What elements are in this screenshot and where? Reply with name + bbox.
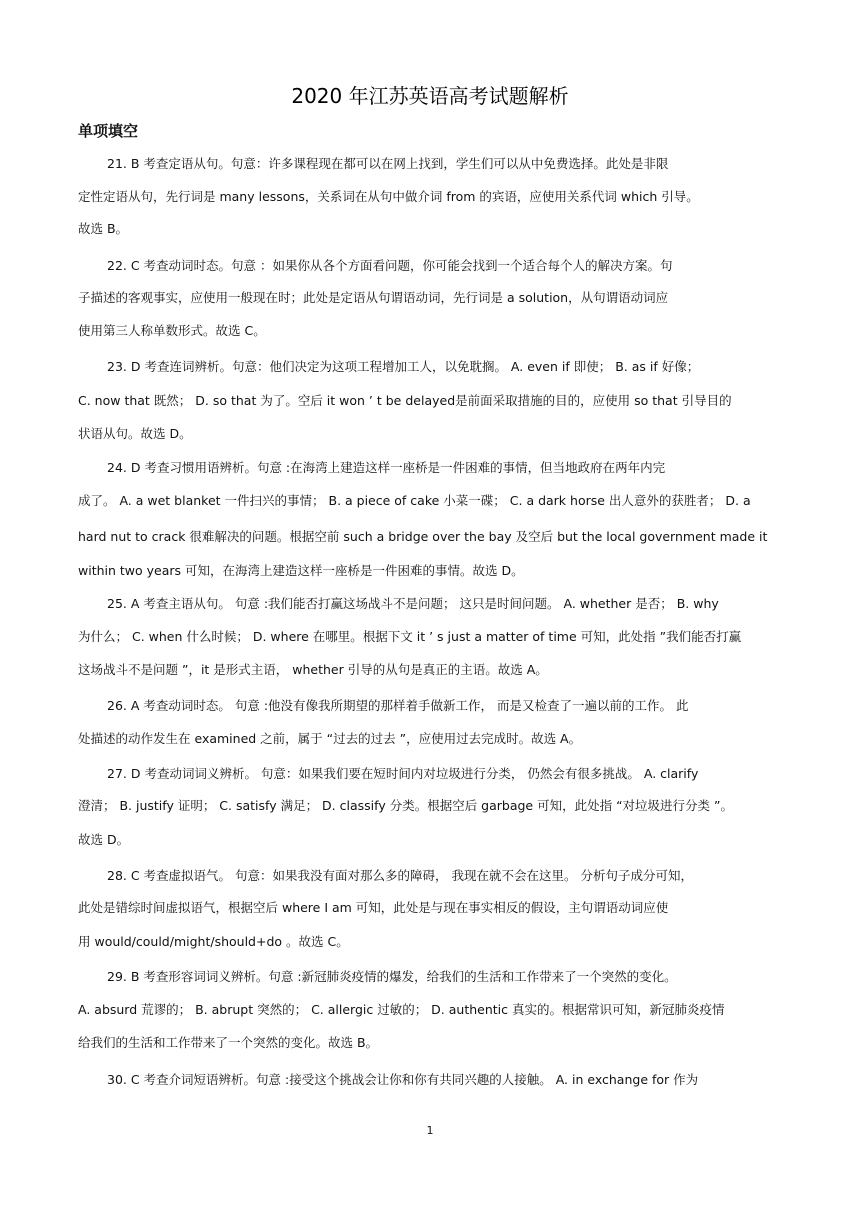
text-line: A. absurd 荒谬的； B. abrupt 突然的； C. allergic 过敏的； D. authentic 真实的。根据常识可知，新冠肺炎疫情: [78, 1002, 725, 1017]
text-line: 定性定语从句，先行词是 many lessons，关系词在从句中做介词 from 的宾语，应使用关系代词 which 引导。: [78, 189, 699, 204]
text-line: 故选 B。: [78, 221, 129, 236]
text-line: hard nut to crack 很难解决的问题。根据空前 such a bridge over the bay 及空后 but the local government made it: [78, 529, 768, 544]
text-line: C. now that 既然； D. so that 为了。空后 it won ’ t be delayed是前面采取措施的目的，应使用 so that 引导目的: [78, 393, 732, 408]
text-line: 子描述的客观事实，应使用一般现在时；此处是定语从句谓语动词，先行词是 a solution，从句谓语动词应: [78, 290, 669, 305]
text-line: 25. A 考查主语从句。 句意 :我们能否打赢这场战斗不是问题； 这只是时间问题。 A. whether 是否； B. why: [107, 596, 719, 611]
text-line: 28. C 考查虚拟语气。 句意：如果我没有面对那么多的障碍， 我现在就不会在这里。 分析句子成分可知，: [107, 868, 693, 883]
text-line: 23. D 考查连词辨析。句意：他们决定为这项工程增加工人，以免耽搁。 A. even if 即使； B. as if 好像；: [107, 359, 700, 374]
section-heading: 单项填空: [78, 122, 139, 140]
text-line: 这场战斗不是问题 ”，it 是形式主语， whether 引导的从句是真正的主语。故选 A。: [78, 662, 548, 677]
text-line: 使用第三人称单数形式。故选 C。: [78, 323, 266, 338]
text-line: within two years 可知，在海湾上建造这样一座桥是一件困难的事情。故选 D。: [78, 563, 524, 578]
text-line: 处描述的动作发生在 examined 之前，属于 “过去的过去 ”，应使用过去完成时。故选 A。: [78, 731, 582, 746]
text-line: 状语从句。故选 D。: [78, 426, 192, 441]
text-line: 澄清； B. justify 证明； C. satisfy 满足； D. classify 分类。根据空后 garbage 可知，此处指 “对垃圾进行分类 ”。: [78, 798, 733, 813]
text-line: 此处是错综时间虚拟语气，根据空后 where I am 可知，此处是与现在事实相反的假设，主句谓语动词应使: [78, 900, 669, 915]
text-line: 给我们的生活和工作带来了一个突然的变化。故选 B。: [78, 1035, 379, 1050]
document-title: 2020 年江苏英语高考试题解析: [291, 84, 569, 108]
page-number: 1: [426, 1124, 434, 1137]
text-line: 21. B 考查定语从句。句意：许多课程现在都可以在网上找到，学生们可以从中免费选择。此处是非限: [107, 156, 669, 171]
text-line: 为什么； C. when 什么时候； D. where 在哪里。根据下文 it ’ s just a matter of time 可知，此处指 ”我们能否打赢: [78, 629, 742, 644]
text-line: 30. C 考查介词短语辨析。句意 :接受这个挑战会让你和你有共同兴趣的人接触。 A. in exchange for 作为: [107, 1072, 699, 1087]
text-line: 29. B 考查形容词词义辨析。句意 :新冠肺炎疫情的爆发，给我们的生活和工作带来了一个突然的变化。: [107, 969, 677, 984]
text-line: 27. D 考查动词词义辨析。 句意：如果我们要在短时间内对垃圾进行分类， 仍然会有很多挑战。 A. clarify: [107, 766, 699, 781]
text-line: 成了。 A. a wet blanket 一件扫兴的事情； B. a piece of cake 小菜一碟； C. a dark horse 出人意外的获胜者； D. a: [78, 493, 751, 508]
text-line: 故选 D。: [78, 832, 130, 847]
text-line: 24. D 考查习惯用语辨析。句意 :在海湾上建造这样一座桥是一件困难的事情，但当地政府在两年内完: [107, 460, 666, 475]
text-line: 用 would/could/might/should+do 。故选 C。: [78, 934, 349, 949]
text-line: 22. C 考查动词时态。句意 ：如果你从各个方面看问题，你可能会找到一个适合每个人的解决方案。句: [107, 258, 673, 273]
text-line: 26. A 考查动词时态。 句意 :他没有像我所期望的那样着手做新工作， 而是又检查了一遍以前的工作。 此: [107, 698, 689, 713]
